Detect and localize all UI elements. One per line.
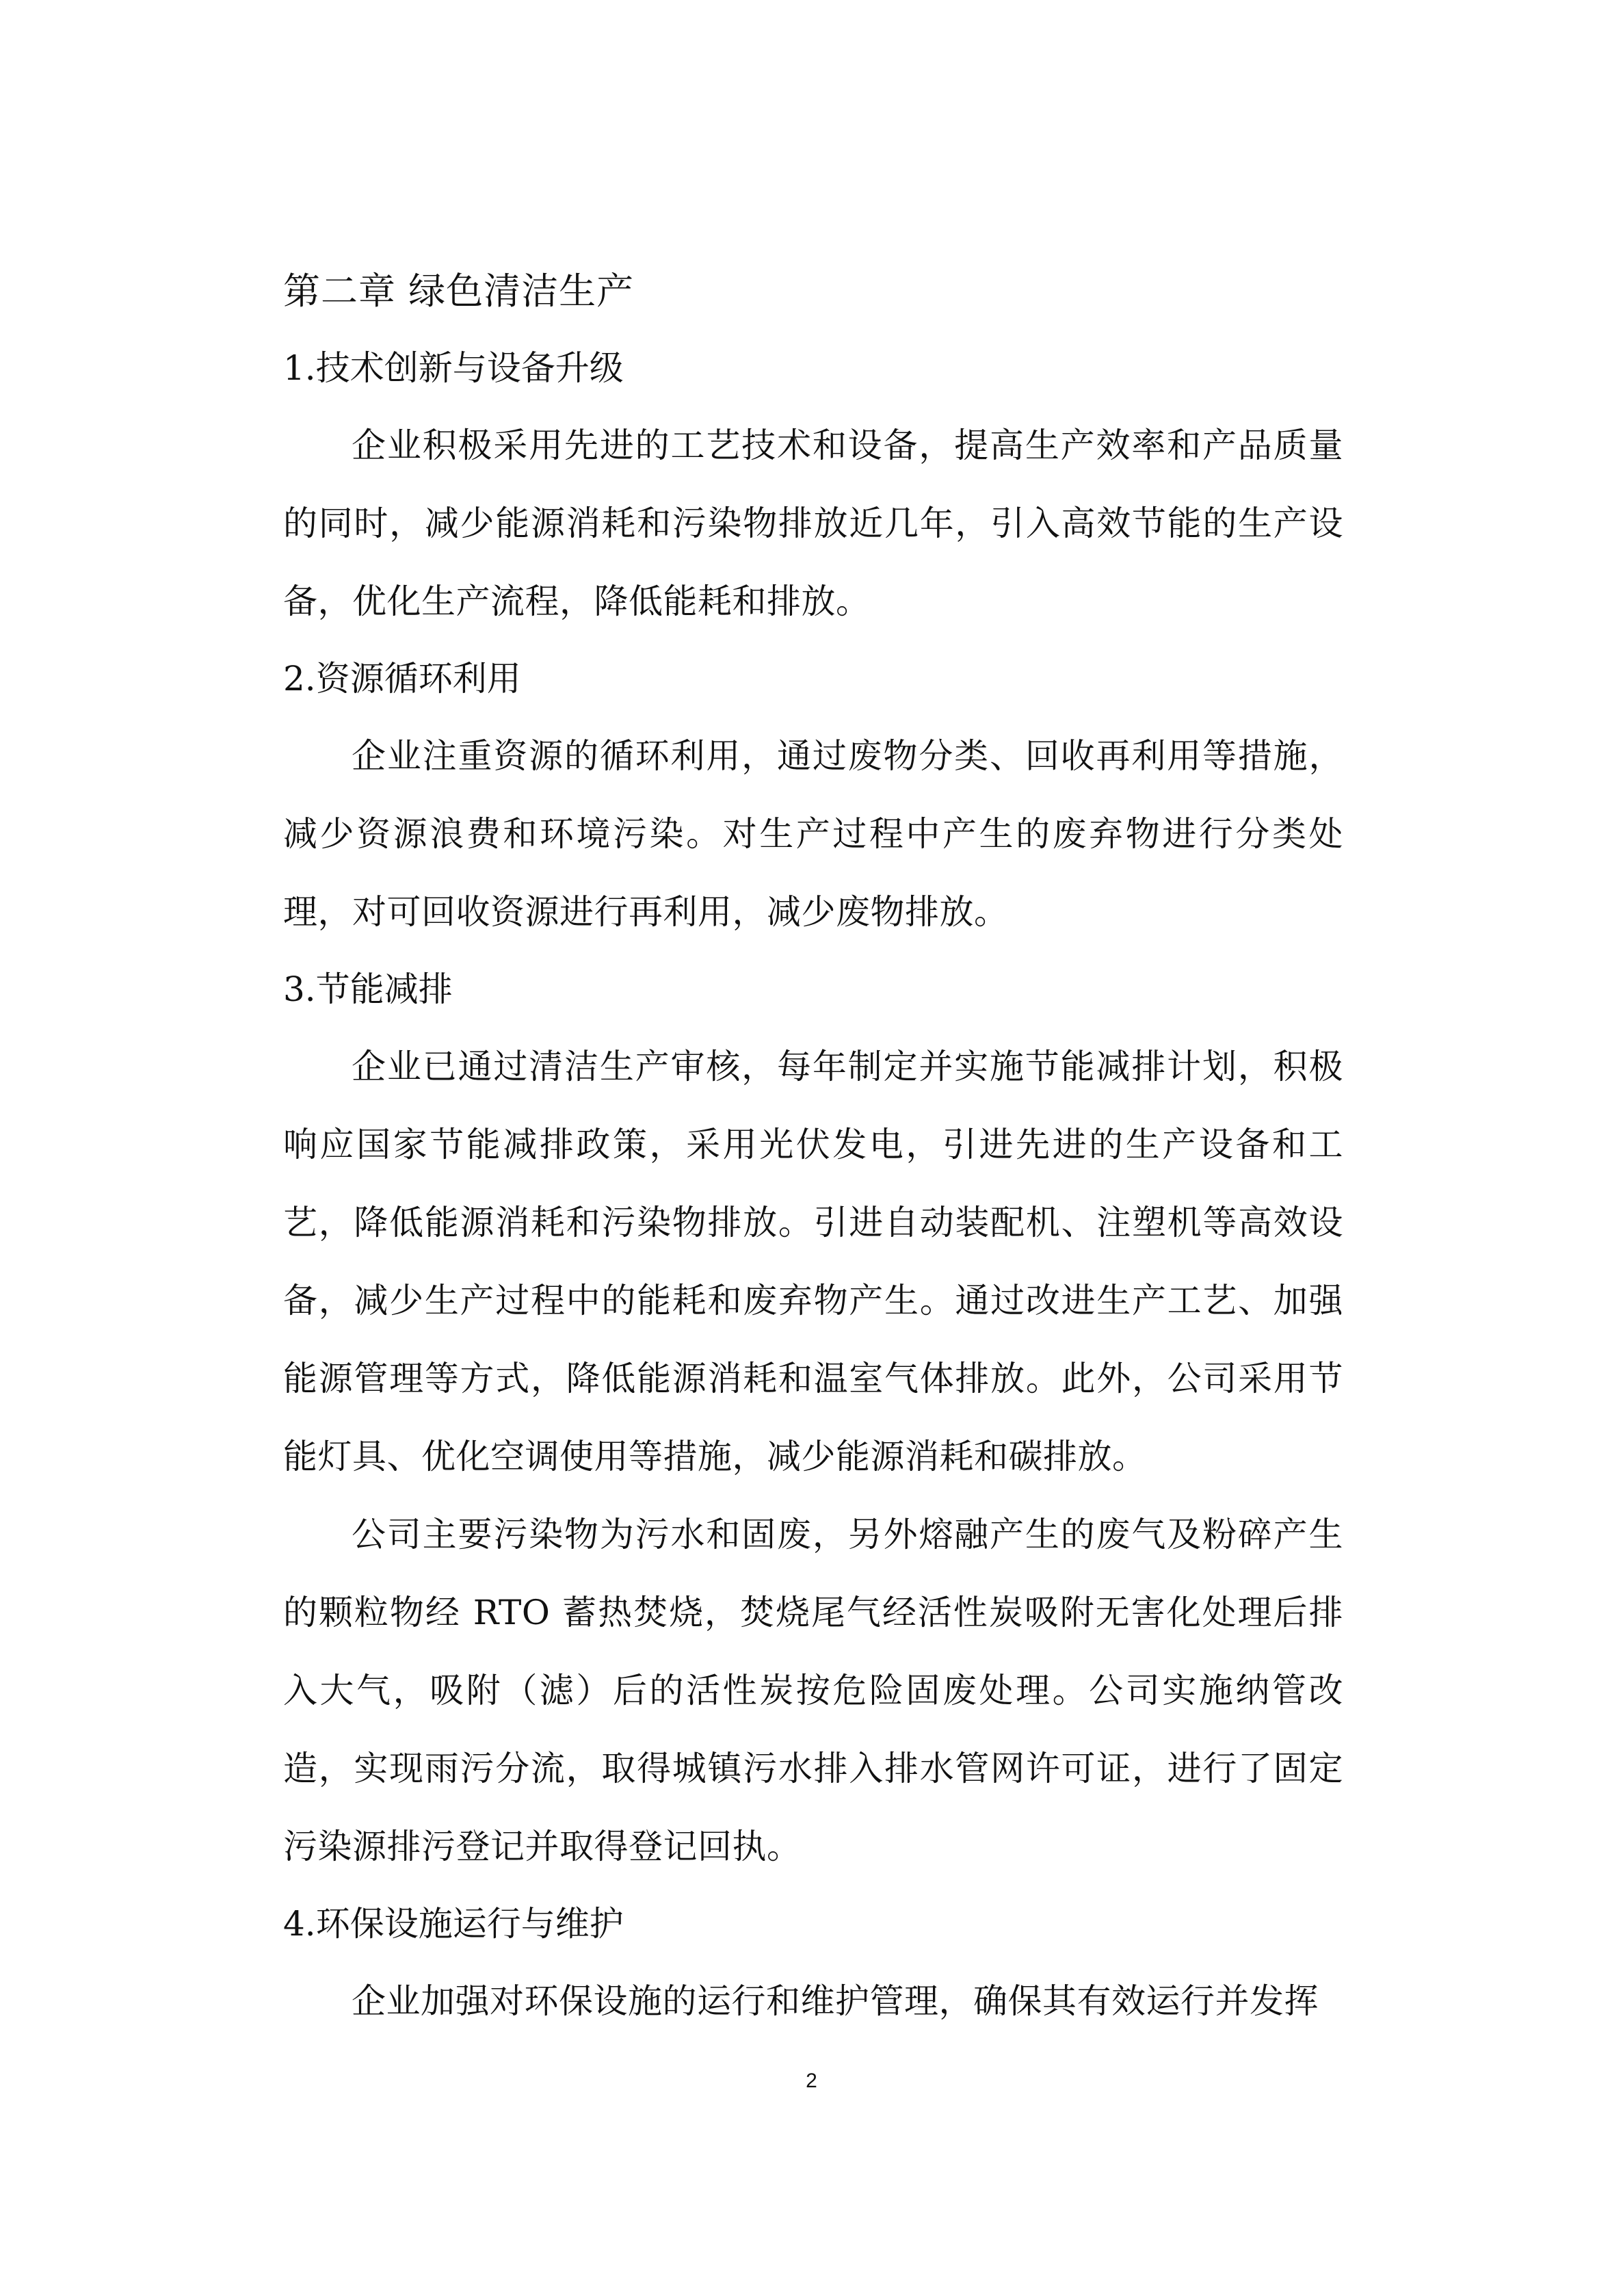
section-4-paragraph-1: 企业加强对环保设施的运行和维护管理，确保其有效运行并发挥 xyxy=(352,1981,1319,2021)
section-heading-2: 2.资源循环利用 xyxy=(283,659,521,699)
section-3-paragraph-1: 企业已通过清洁生产审核，每年制定并实施节能减排计划，积极响应国家节能减排政策，采用光伏发电，引进先进的生产设备和工艺，降低能源消耗和污染物排放。引进自动装配机、注塑机等高效设备，减少生产过程中的能耗和废弃物产生。通过改进生产工艺、加强能源管理等方式，降低能源消耗和温室气体排放。此外，公司采用节能灯具、优化空调使用等措施，减少能源消耗和碳排放。 xyxy=(283,1047,1343,1476)
section-heading-1: 1.技术创新与设备升级 xyxy=(283,348,624,388)
section-heading-3: 3.节能减排 xyxy=(283,969,453,1009)
section-2-paragraph-1: 企业注重资源的循环利用，通过废物分类、回收再利用等措施，减少资源浪费和环境污染。对生产过程中产生的废弃物进行分类处理，对可回收资源进行再利用，减少废物排放。 xyxy=(283,736,1343,932)
section-1-paragraph-1: 企业积极采用先进的工艺技术和设备，提高生产效率和产品质量的同时，减少能源消耗和污染物排放近几年，引入高效节能的生产设备，优化生产流程，降低能耗和排放。 xyxy=(283,426,1343,621)
page-content xyxy=(283,253,1343,2040)
page-number: 2 xyxy=(806,2070,817,2092)
chapter-title: 第二章 绿色清洁生产 xyxy=(283,270,635,313)
section-heading-4: 4.环保设施运行与维护 xyxy=(283,1904,624,1944)
section-3-paragraph-2: 公司主要污染物为污水和固废，另外熔融产生的废气及粉碎产生的颗粒物经 RTO 蓄热焚烧，焚烧尾气经活性炭吸附无害化处理后排入大气，吸附（滤）后的活性炭按危险固废处理。公司实施纳管改造，实现雨污分流，取得城镇污水排入排水管网许可证，进行了固定污染源排污登记并取得登记回执。 xyxy=(283,1515,1343,1866)
